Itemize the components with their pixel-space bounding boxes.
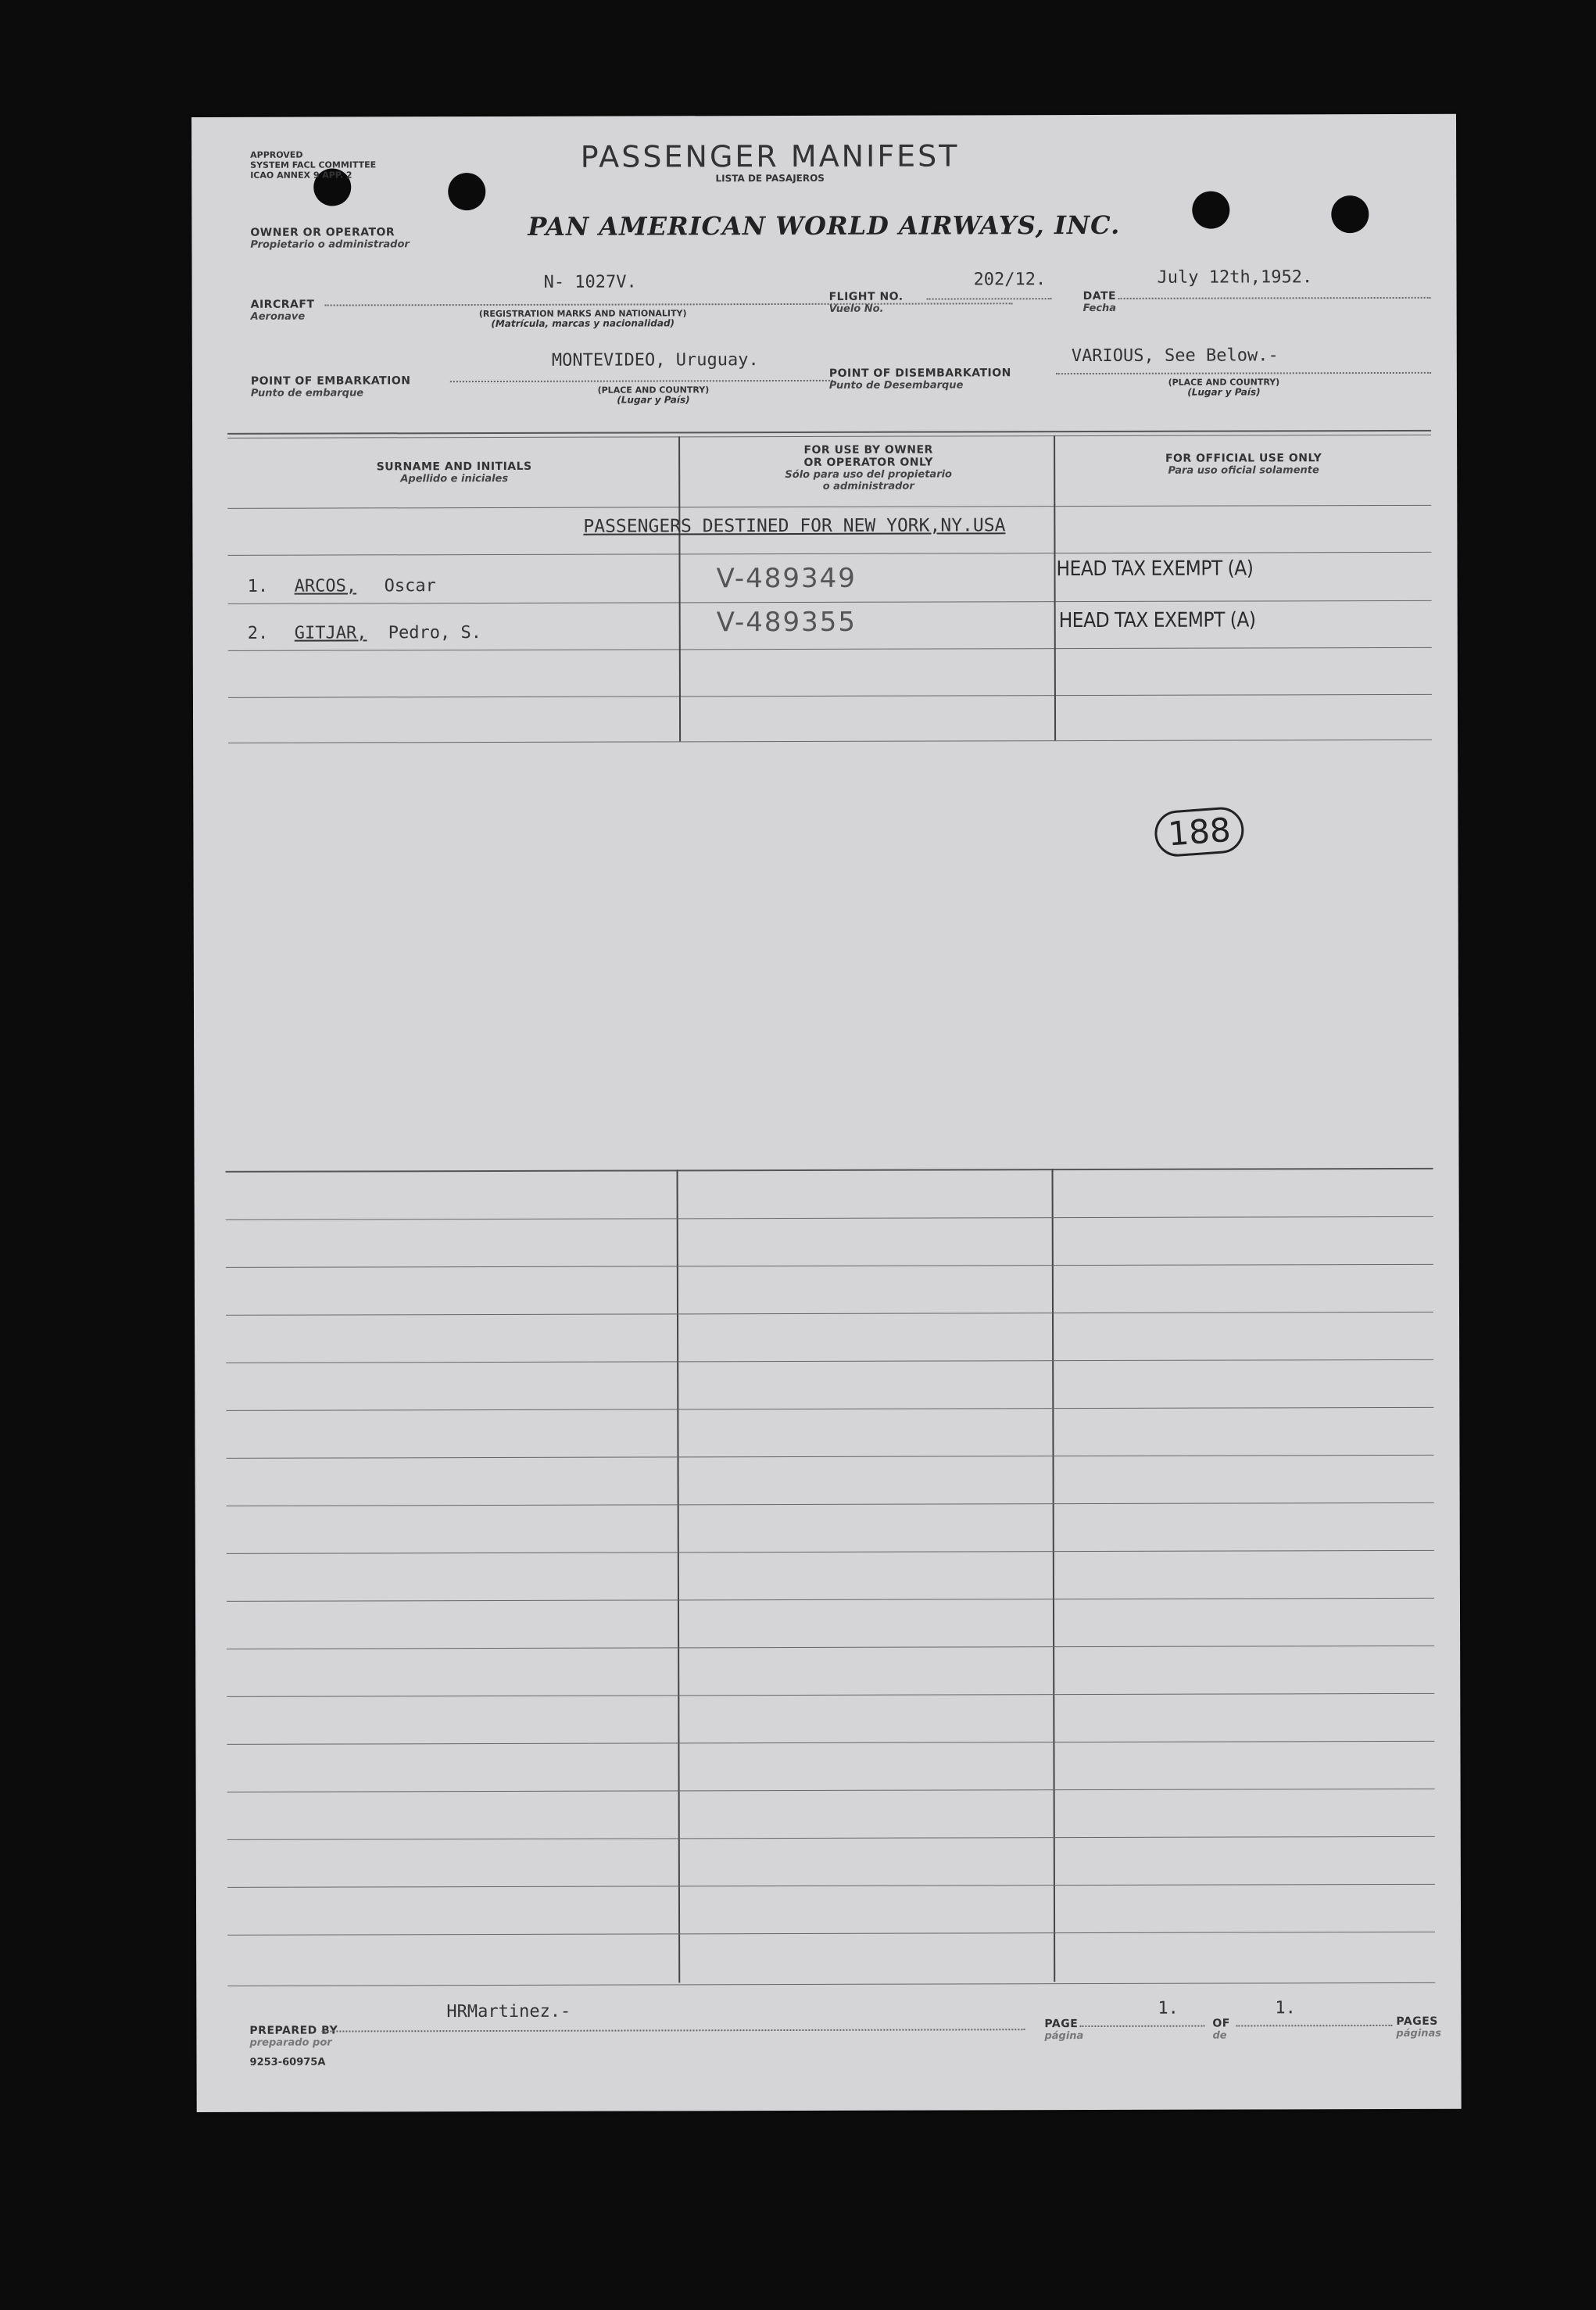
passenger-surname: GITJAR,	[294, 623, 367, 643]
empty-row-rule	[227, 1932, 1435, 1936]
col-divider	[1052, 1169, 1056, 1982]
header-rule-bottom	[227, 505, 1431, 509]
punch-hole	[1331, 195, 1369, 233]
empty-row-rule	[227, 1693, 1434, 1697]
disembarkation-label-es: Punto de Desembarque	[828, 379, 964, 392]
approval-block	[250, 149, 376, 180]
empty-row-rule	[227, 1836, 1435, 1840]
prepared-line	[321, 2029, 1025, 2032]
empty-row-rule	[226, 1312, 1433, 1316]
empty-row-rule	[226, 1264, 1433, 1268]
aircraft-label: AIRCRAFT	[250, 298, 315, 311]
col-divider	[677, 1169, 681, 1982]
row-rule	[228, 740, 1432, 743]
embarkation-line	[450, 380, 833, 382]
date-value: July 12th,1952.	[1157, 267, 1313, 288]
place-caption-en: (PLACE AND COUNTRY)	[1168, 377, 1280, 388]
empty-row-rule	[227, 1598, 1434, 1602]
manifest-page	[191, 114, 1462, 2112]
operator-note: V-489349	[716, 562, 857, 595]
empty-row-rule	[226, 1216, 1433, 1220]
col-surname-label-es: Apellido e iniciales	[400, 472, 509, 485]
page-title-es: LISTA DE PASAJEROS	[715, 172, 825, 184]
empty-row-rule	[227, 1741, 1434, 1745]
empty-row-rule	[226, 1455, 1433, 1459]
prepared-label: PREPARED BY	[249, 2024, 338, 2037]
flight-label-es: Vuelo No.	[828, 303, 884, 315]
approval-line: SYSTEM FACL COMMITTEE	[250, 159, 377, 170]
place-caption-en: (PLACE AND COUNTRY)	[597, 385, 710, 396]
page-line	[1079, 2025, 1204, 2027]
form-number: 9253-60975A	[249, 2056, 326, 2068]
date-label-es: Fecha	[1082, 302, 1117, 315]
row-rule	[228, 647, 1432, 651]
page-label-es: página	[1044, 2030, 1084, 2043]
page-value: 1.	[1158, 1998, 1179, 2018]
col-operator-header	[681, 443, 1056, 492]
col-operator-label-es: Sólo para uso del propietario	[785, 468, 953, 482]
total-line	[1236, 2025, 1392, 2027]
owner-label: OWNER OR OPERATOR	[250, 226, 395, 239]
passenger-given: Oscar	[384, 576, 436, 596]
place-caption-es: (Lugar y País)	[1187, 386, 1261, 398]
punch-hole	[448, 173, 485, 210]
section-heading: PASSENGERS DESTINED FOR NEW YORK,NY.USA	[583, 515, 1006, 537]
title-block	[535, 138, 1004, 184]
of-label-es: de	[1212, 2029, 1227, 2042]
col-official-label-es: Para uso oficial solamente	[1168, 464, 1319, 477]
punch-hole	[1192, 192, 1229, 229]
date-label: DATE	[1082, 289, 1117, 303]
aircraft-label-es: Aeronave	[250, 310, 306, 323]
of-label: OF	[1212, 2017, 1230, 2030]
aircraft-value: N- 1027V.	[543, 272, 637, 292]
passenger-num: 2.	[247, 623, 269, 643]
pages-label: PAGES	[1396, 2015, 1438, 2028]
page-title: PASSENGER MANIFEST	[580, 138, 960, 174]
flight-number-value: 202/12.	[973, 270, 1047, 290]
passenger-surname: ARCOS,	[294, 576, 357, 596]
lower-grid	[191, 114, 1456, 117]
aircraft-caption	[442, 308, 724, 329]
prepared-label-es: preparado por	[249, 2036, 332, 2049]
approval-line: APPROVED	[250, 149, 303, 160]
empty-row-rule	[227, 1789, 1435, 1792]
page-label: PAGE	[1044, 2018, 1079, 2031]
row-rule	[228, 600, 1432, 604]
disembarkation-value: VARIOUS, See Below.-	[1071, 346, 1279, 367]
disembarkation-line	[1056, 372, 1431, 374]
official-note: HEAD TAX EXEMPT (A)	[1058, 608, 1256, 633]
row-rule	[228, 694, 1432, 698]
col-official-header	[1056, 452, 1431, 477]
empty-row-rule	[226, 1407, 1433, 1411]
embarkation-label: POINT OF EMBARKATION	[250, 374, 411, 388]
lower-rule	[226, 1168, 1433, 1173]
empty-row-rule	[227, 1550, 1434, 1554]
total-pages-value: 1.	[1275, 1998, 1296, 2018]
passenger-num: 1.	[247, 576, 269, 596]
row-rule	[227, 552, 1431, 556]
col-surname-label: SURNAME AND INITIALS	[376, 460, 532, 474]
header-rule-top	[227, 430, 1431, 435]
empty-row-rule	[227, 1884, 1435, 1888]
passenger-given: Pedro, S.	[388, 623, 481, 643]
aircraft-caption-en: (REGISTRATION MARKS AND NATIONALITY)	[478, 308, 687, 320]
col-operator-label: OR OPERATOR ONLY	[803, 456, 933, 469]
aircraft-caption-es: (Matrícula, marcas y nacionalidad)	[491, 317, 675, 329]
col-operator-label-es: o administrador	[822, 480, 914, 492]
col-operator-label: FOR USE BY OWNER	[803, 443, 933, 457]
empty-row-rule	[227, 1502, 1434, 1506]
place-caption-es: (Lugar y País)	[617, 394, 690, 406]
embarkation-value: MONTEVIDEO, Uruguay.	[551, 350, 759, 371]
embarkation-label-es: Punto de embarque	[250, 387, 364, 399]
operator-note: V-489355	[716, 606, 857, 639]
embarkation-caption	[560, 385, 747, 406]
aircraft-line	[325, 303, 1013, 306]
disembarkation-caption	[1130, 377, 1318, 398]
col-surname-header	[227, 460, 681, 485]
pages-label-es: páginas	[1396, 2027, 1442, 2040]
disembarkation-label: POINT OF DISEMBARKATION	[828, 367, 1011, 380]
page-number-stamp: 188	[1153, 806, 1245, 858]
empty-row-rule	[227, 1646, 1434, 1649]
operator-name: PAN AMERICAN WORLD AIRWAYS, INC.	[528, 210, 1121, 242]
approval-line: ICAO ANNEX 9 APP. 2	[250, 170, 352, 181]
prepared-value: HRMartinez.-	[446, 2001, 571, 2022]
flight-label: FLIGHT NO.	[828, 290, 904, 303]
owner-label-es: Propietario o administrador	[250, 238, 410, 251]
empty-row-rule	[226, 1359, 1433, 1363]
date-line	[1118, 297, 1431, 299]
footer-rule	[227, 1982, 1435, 1986]
col-official-label: FOR OFFICIAL USE ONLY	[1165, 452, 1322, 465]
flight-line	[927, 298, 1052, 299]
official-note: HEAD TAX EXEMPT (A)	[1056, 557, 1254, 582]
header-rule-top-2	[227, 435, 1431, 439]
